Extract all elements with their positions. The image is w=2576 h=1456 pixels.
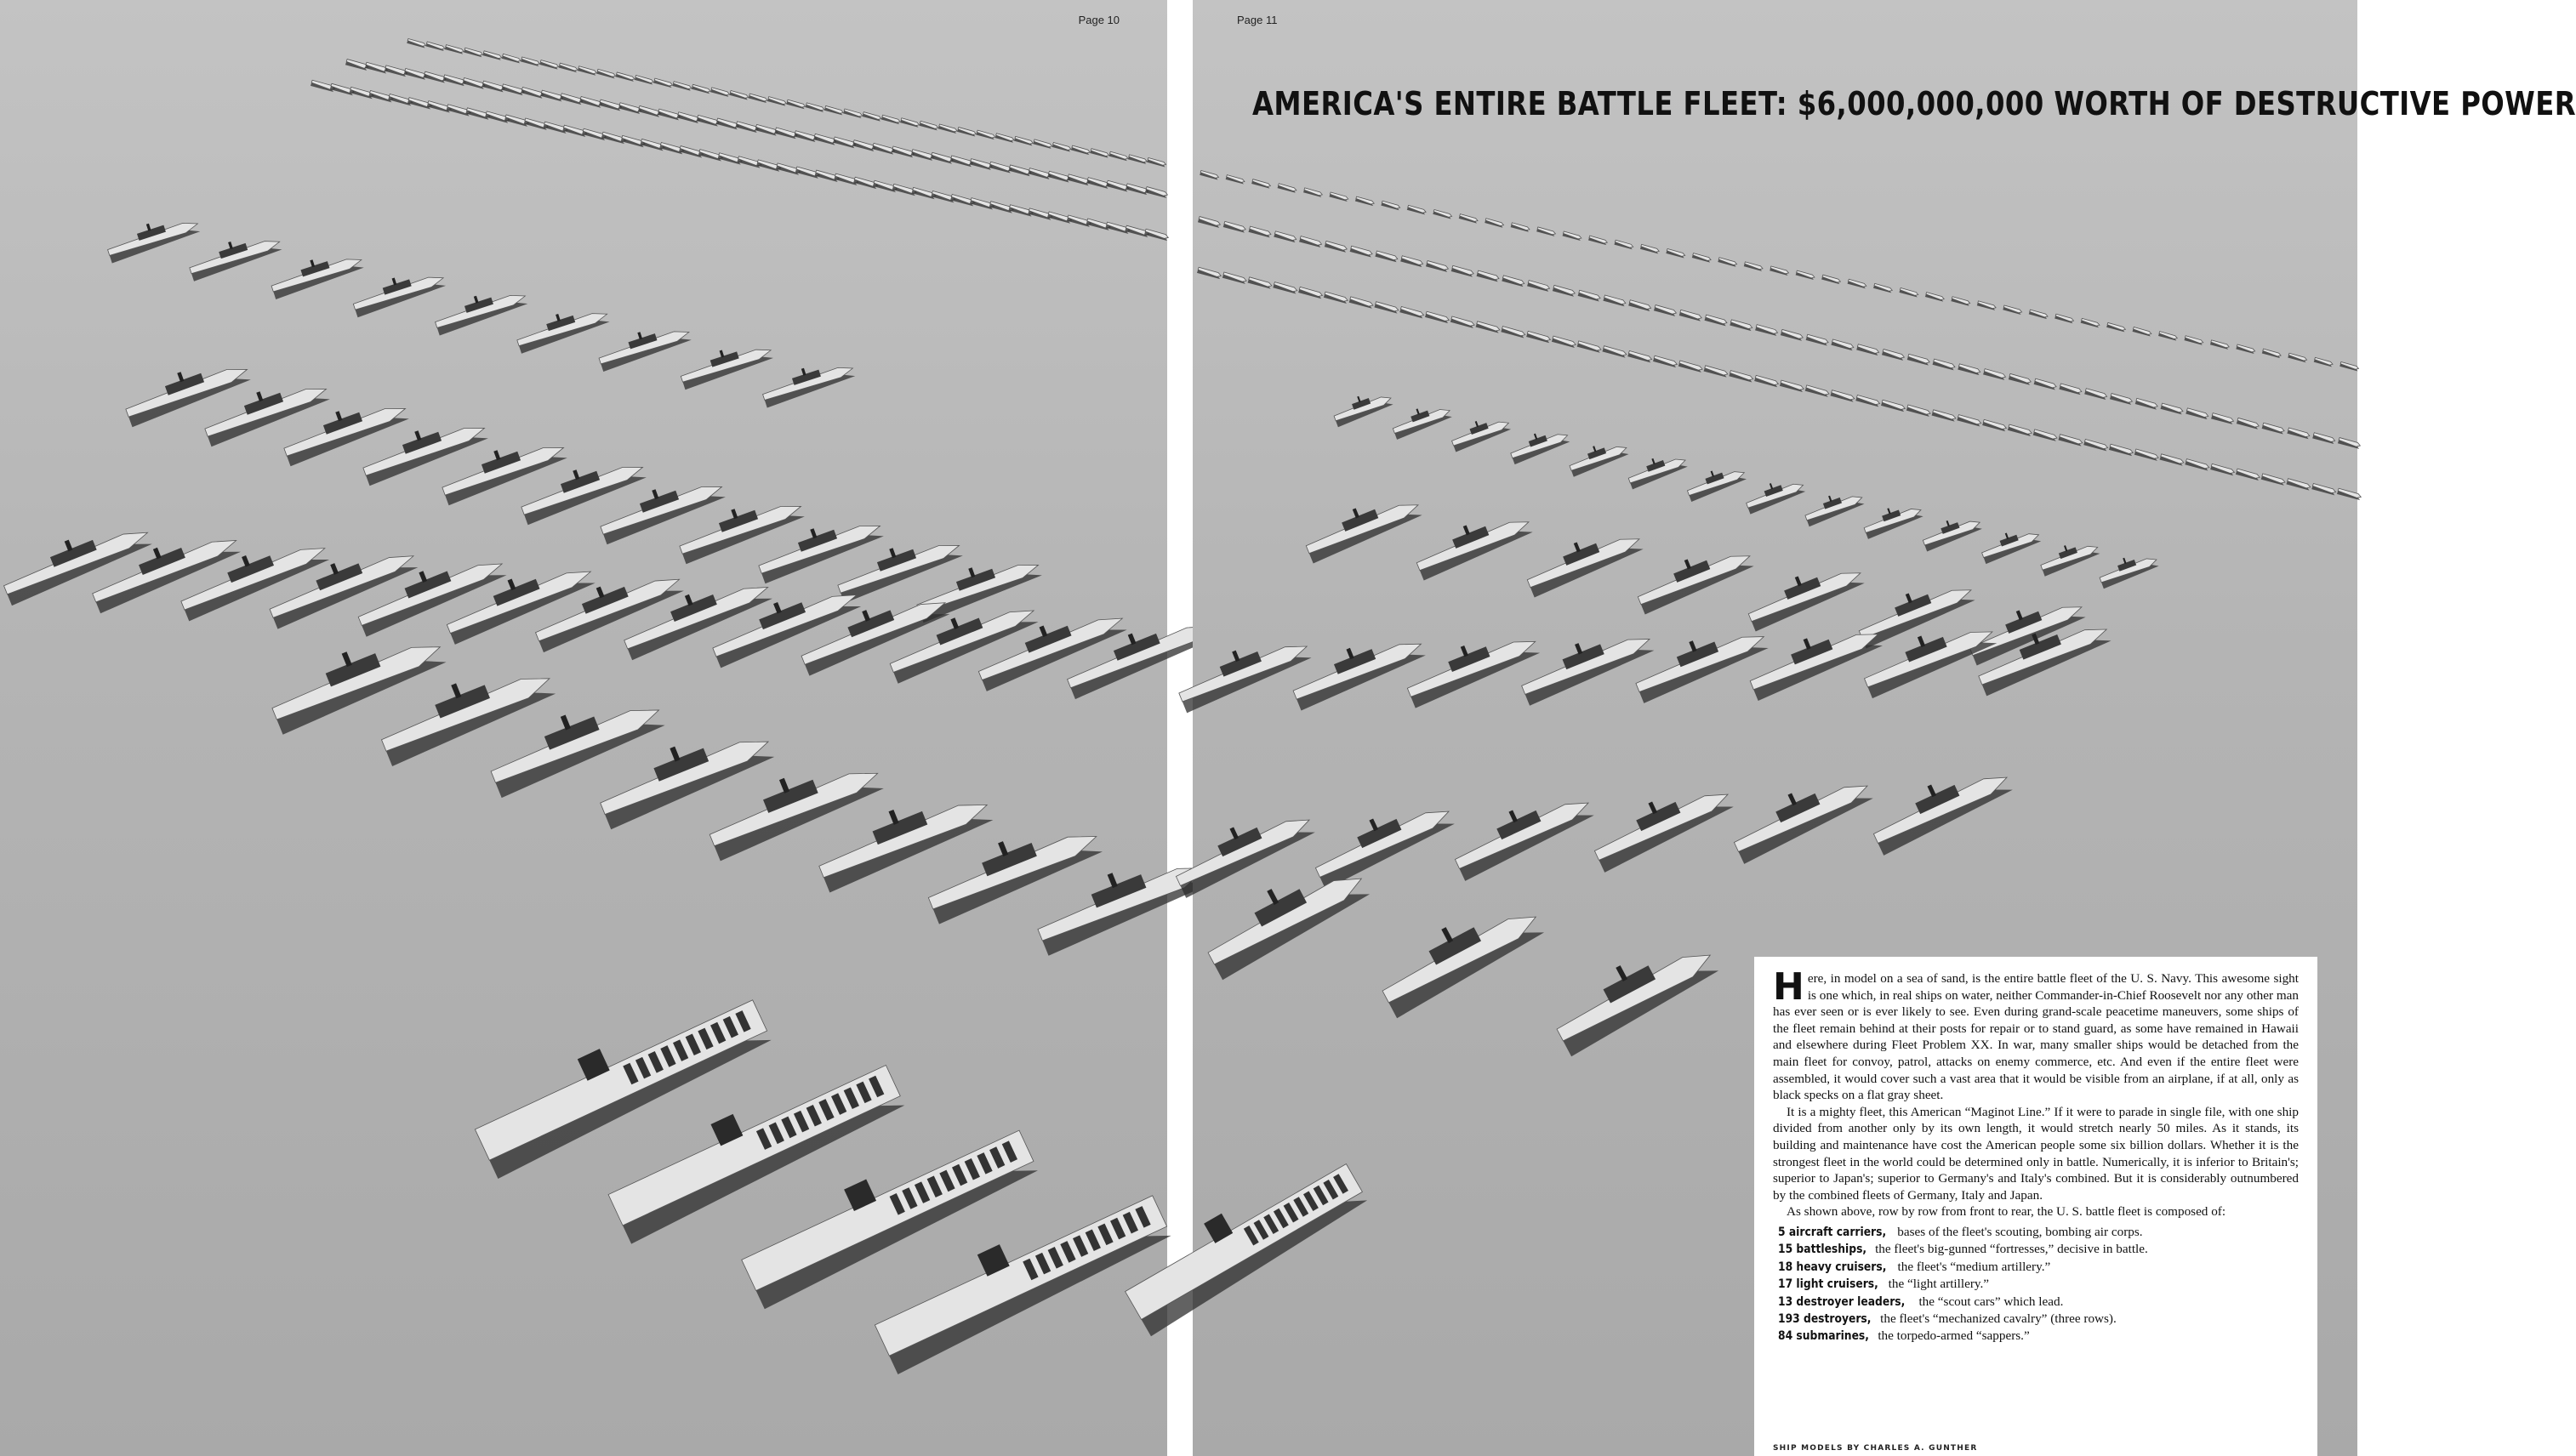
- sub-model: [833, 136, 856, 150]
- sub-model: [729, 90, 749, 101]
- cruiser-model: [1742, 555, 1866, 632]
- sub-model: [950, 155, 973, 168]
- sub-model: [616, 71, 635, 82]
- sub-model: [794, 130, 817, 144]
- sub-model: [2081, 318, 2100, 329]
- sub-model: [1226, 174, 1245, 185]
- sub-model: [462, 77, 485, 91]
- sub-model: [2262, 348, 2282, 359]
- cruiser-model: [1632, 537, 1755, 615]
- destroyer-model: [1743, 473, 1807, 514]
- sub-model: [2211, 412, 2234, 426]
- cruiser-model: [1400, 620, 1542, 708]
- list-item: 84 submarines, the torpedo-armed “sappers.”: [1778, 1328, 2030, 1344]
- sub-model: [1692, 253, 1712, 264]
- list-item: 193 destroyers, the fleet's “mechanized cavalry” (three rows).: [1778, 1311, 2117, 1326]
- sub-model: [1298, 286, 1323, 299]
- sub-model: [1552, 335, 1576, 349]
- sub-model: [2261, 473, 2286, 486]
- sub-model: [596, 69, 616, 80]
- sub-model: [1563, 230, 1582, 242]
- destroyer-model: [431, 282, 528, 336]
- sub-model: [1223, 220, 1246, 234]
- sub-model: [1907, 353, 1930, 367]
- sub-model: [911, 149, 934, 162]
- sub-model: [863, 111, 882, 122]
- battleship-model: [1167, 797, 1317, 898]
- page-number-right: Page 11: [1237, 14, 1278, 26]
- sub-model: [1640, 244, 1660, 255]
- page-number-left: Page 10: [1078, 14, 1120, 26]
- sub-model: [1755, 324, 1778, 338]
- sub-model: [1603, 294, 1626, 308]
- sub-model: [2083, 439, 2108, 452]
- sub-model: [1324, 291, 1348, 304]
- sub-model: [843, 108, 863, 119]
- sub-model: [1052, 142, 1072, 153]
- battleship-model: [1307, 788, 1456, 890]
- sub-model: [482, 80, 504, 94]
- sub-model: [697, 114, 720, 128]
- cruiser-model: [1411, 503, 1534, 581]
- sub-model: [1614, 240, 1633, 251]
- sub-model: [1578, 289, 1601, 303]
- sub-model: [1848, 279, 1867, 290]
- sub-model: [1433, 209, 1452, 220]
- sub-model: [560, 93, 583, 106]
- battleship-model: [1586, 771, 1735, 873]
- sub-model: [1008, 164, 1031, 178]
- sub-model: [786, 99, 806, 110]
- sub-model: [1602, 345, 1627, 359]
- battleship-model: [263, 618, 448, 735]
- sub-model: [2135, 397, 2158, 411]
- sub-model: [2003, 304, 2022, 316]
- cruiser-model: [120, 350, 252, 427]
- article-text-box: [1754, 957, 2317, 1456]
- sub-model: [892, 145, 915, 159]
- list-item: 17 light cruisers, the “light artillery.”: [1778, 1277, 1990, 1292]
- left-page: [0, 0, 1167, 1456]
- sub-model: [1527, 280, 1550, 293]
- destroyer-model: [350, 264, 447, 318]
- sub-model: [638, 105, 661, 118]
- drop-cap: H: [1773, 965, 1804, 1009]
- sub-model: [824, 105, 844, 117]
- sub-model: [521, 87, 544, 100]
- sub-model: [2262, 422, 2285, 435]
- sub-model: [1830, 390, 1855, 403]
- sub-model: [1450, 316, 1475, 329]
- sub-model: [1144, 228, 1169, 242]
- sub-model: [938, 123, 958, 134]
- sub-model: [1553, 284, 1576, 298]
- destroyer-model: [1507, 424, 1571, 464]
- sub-model: [540, 89, 563, 103]
- destroyer-model: [185, 227, 282, 282]
- list-item: 13 destroyer leaders, the “scout cars” which lead.: [1778, 1294, 2064, 1309]
- sub-model: [2059, 383, 2082, 396]
- sub-model: [658, 108, 681, 122]
- sub-model: [1856, 344, 1879, 357]
- sub-model: [1374, 301, 1399, 315]
- sub-model: [2287, 427, 2310, 441]
- sub-model: [1882, 349, 1905, 362]
- sub-model: [1588, 235, 1608, 246]
- sub-model: [2084, 388, 2107, 401]
- sub-model: [852, 139, 875, 153]
- sub-model: [2029, 309, 2049, 320]
- sub-model: [2058, 434, 2083, 447]
- sub-model: [735, 121, 758, 134]
- destroyer-model: [268, 245, 365, 299]
- sub-model: [2210, 463, 2235, 476]
- sub-model: [2160, 453, 2185, 467]
- sub-model: [1526, 330, 1551, 344]
- sub-model: [1273, 282, 1297, 295]
- sub-model: [1476, 270, 1499, 283]
- sub-model: [2339, 361, 2359, 373]
- sub-model: [976, 129, 995, 140]
- destroyer-model: [677, 336, 774, 390]
- sub-model: [1145, 186, 1168, 200]
- sub-model: [1451, 264, 1474, 278]
- destroyer-model: [1448, 411, 1512, 452]
- cruiser-model: [1286, 623, 1428, 710]
- sub-model: [1047, 170, 1070, 184]
- sub-model: [1805, 384, 1830, 398]
- sub-model: [970, 158, 993, 172]
- fleet-photo-left: [0, 0, 1167, 1456]
- destroyer-model: [1625, 448, 1689, 489]
- sub-model: [1796, 270, 1815, 281]
- sub-model: [1873, 283, 1893, 294]
- sub-model: [1718, 257, 1737, 268]
- sub-model: [1770, 265, 1789, 276]
- sub-model: [1744, 261, 1764, 272]
- sub-model: [774, 127, 797, 140]
- battleship-model: [1446, 780, 1596, 881]
- sub-model: [1982, 418, 2007, 432]
- sub-model: [2134, 448, 2159, 462]
- sub-model: [1459, 213, 1479, 225]
- sub-model: [1299, 236, 1322, 249]
- cruiser-model: [1629, 616, 1770, 703]
- sub-model: [1627, 350, 1652, 364]
- sub-model: [2034, 378, 2057, 391]
- sub-model: [1977, 300, 1997, 311]
- sub-model: [1086, 177, 1109, 191]
- sub-model: [1109, 151, 1129, 162]
- photo-credit: SHIP MODELS BY CHARLES A. GUNTHER: [1773, 1444, 1978, 1453]
- sub-model: [1028, 168, 1051, 181]
- sub-model: [755, 123, 778, 137]
- sub-model: [1425, 310, 1450, 324]
- sub-model: [1303, 187, 1323, 198]
- sub-model: [1426, 260, 1449, 274]
- sub-model: [813, 133, 836, 146]
- sub-model: [1407, 205, 1427, 216]
- sub-model: [995, 133, 1015, 144]
- sub-model: [424, 71, 447, 84]
- paragraph-1-text: ere, in model on a sea of sand, is the entire battle fleet of the U. S. Navy. This awesome sight is one which, in real ships on water, neither Commander-in-Chief Roosevelt nor any other man has ever seen or is ever likely to see. Even during grand-scale peacetime maneuvers, some ships of the fleet remain behind at their posts for repair or to stand guard, as some have remained in Hawaii and elsewhere during Fleet Problem XX. In war, many smaller ships would be detached from the main fleet for convoy, patrol, attacks on enemy commerce, etc. And even if the entire fleet were assembled, it would cover such a vast area that it would be visible from an airplane, if at all, only as black specks on a flat gray sheet.: [1773, 971, 2299, 1103]
- sub-model: [1704, 365, 1729, 378]
- sub-model: [618, 102, 641, 116]
- sub-model: [677, 111, 700, 125]
- sub-model: [1329, 191, 1348, 202]
- sub-model: [2237, 417, 2260, 430]
- sub-model: [1248, 276, 1273, 290]
- destroyer-model: [2037, 535, 2101, 576]
- cruiser-model: [1172, 625, 1314, 713]
- sub-model: [1197, 266, 1222, 280]
- sub-model: [539, 60, 559, 71]
- sub-model: [2236, 344, 2255, 355]
- sub-model: [1704, 314, 1727, 327]
- destroyer-model: [513, 299, 610, 354]
- sub-model: [672, 81, 692, 92]
- sub-model: [2210, 339, 2230, 350]
- sub-model: [1375, 250, 1398, 264]
- battleship-model: [1370, 888, 1547, 1019]
- sub-model: [1014, 136, 1034, 147]
- sub-model: [957, 127, 977, 138]
- battleship-model: [1725, 763, 1875, 864]
- sub-model: [1400, 255, 1423, 269]
- sub-model: [1248, 225, 1271, 239]
- sub-model: [2312, 432, 2335, 446]
- sub-model: [1958, 363, 1980, 377]
- sub-model: [521, 56, 540, 67]
- sub-model: [2033, 429, 2058, 442]
- sub-model: [872, 142, 895, 156]
- battleship-model: [1865, 754, 2015, 856]
- sub-model: [2158, 331, 2178, 342]
- sub-model: [1536, 226, 1556, 237]
- destroyer-model: [1684, 461, 1747, 502]
- destroyer-model: [1979, 523, 2043, 564]
- sub-model: [806, 102, 825, 113]
- destroyer-model: [1802, 486, 1866, 526]
- sub-model: [919, 121, 938, 132]
- sub-model: [1198, 216, 1221, 230]
- sub-model: [443, 74, 466, 88]
- destroyer-model: [2096, 548, 2160, 589]
- sub-model: [2337, 487, 2362, 501]
- sub-model: [1666, 248, 1685, 259]
- sub-model: [1399, 306, 1424, 320]
- sub-model: [1932, 358, 1955, 372]
- sub-model: [2133, 327, 2152, 338]
- sub-model: [2110, 393, 2133, 407]
- article-paragraph-1: [1773, 965, 2299, 1104]
- sub-model: [1222, 271, 1247, 285]
- sub-model: [2186, 407, 2208, 421]
- sub-model: [2055, 313, 2074, 324]
- sub-model: [2008, 424, 2032, 437]
- destroyer-model: [596, 317, 692, 372]
- sub-model: [1780, 379, 1804, 393]
- sub-model: [1925, 292, 1945, 303]
- sub-model: [2184, 335, 2203, 346]
- sub-model: [1278, 183, 1297, 194]
- article-paragraph-2: It is a mighty fleet, this American “Maginot Line.” If it were to parade in single file, with one ship divided from another only by its own length, it would stretch nearly 50 miles. As it stands, its building and maintenance have cost the American people some six billion dollars. Whether it is the strongest fleet in the world could be determined only in battle. Numerically, it is inferior to Britain's; superior to Japan's; superior to Germany's and Italy's combined. But it is considerably outnumbered by the combined fleets of Germany, Italy and Japan.: [1773, 1104, 2299, 1203]
- sub-model: [1067, 173, 1090, 187]
- cruiser-model: [1515, 617, 1656, 705]
- sub-model: [1730, 319, 1752, 333]
- sub-model: [2236, 468, 2260, 481]
- sub-model: [1899, 287, 1918, 299]
- sub-model: [2288, 352, 2307, 363]
- sub-model: [1951, 296, 1970, 307]
- sub-model: [931, 151, 954, 165]
- cruiser-model: [1521, 520, 1644, 598]
- sub-model: [385, 65, 407, 78]
- sub-model: [482, 50, 502, 61]
- sub-model: [1147, 157, 1166, 168]
- destroyer-model: [759, 354, 856, 408]
- sub-model: [579, 96, 602, 110]
- list-item: 18 heavy cruisers, the fleet's “medium artillery.”: [1778, 1259, 2051, 1274]
- sub-model: [2160, 402, 2183, 416]
- sub-model: [1957, 414, 1981, 428]
- sub-model: [1679, 309, 1702, 322]
- sub-model: [1200, 170, 1219, 181]
- sub-model: [1325, 240, 1348, 253]
- sub-model: [1881, 399, 1906, 412]
- sub-model: [1806, 333, 1829, 347]
- sub-model: [1485, 218, 1504, 229]
- sub-model: [2286, 478, 2311, 492]
- sub-model: [1577, 340, 1602, 354]
- destroyer-model: [1566, 435, 1630, 476]
- sub-model: [501, 83, 524, 97]
- sub-model: [578, 65, 597, 77]
- article-paragraph-3: As shown above, row by row from front to rear, the U. S. battle fleet is composed of:: [1787, 1204, 2226, 1220]
- sub-model: [1476, 321, 1501, 334]
- sub-model: [1090, 148, 1109, 159]
- sub-model: [2314, 357, 2334, 368]
- fleet-composition-list: [1773, 1224, 2299, 1345]
- sub-model: [1678, 360, 1703, 373]
- sub-model: [653, 77, 673, 88]
- sub-model: [692, 84, 711, 95]
- sub-model: [559, 62, 578, 73]
- sub-model: [1071, 145, 1091, 156]
- headline: AMERICA'S ENTIRE BATTLE FLEET: $6,000,000,000 WORTH OF DESTRUCTIVE POWER: [1252, 85, 2576, 122]
- sub-model: [2311, 483, 2336, 497]
- sub-model: [1729, 370, 1753, 384]
- sub-model: [445, 44, 464, 55]
- sub-model: [464, 47, 483, 58]
- sub-model: [1033, 139, 1052, 150]
- cruiser-model: [1300, 486, 1423, 564]
- sub-model: [1781, 328, 1804, 342]
- sub-model: [749, 93, 768, 104]
- sub-model: [599, 99, 622, 112]
- destroyer-model: [1389, 399, 1453, 440]
- sub-model: [1126, 183, 1148, 196]
- destroyer-model: [1331, 386, 1394, 427]
- sub-model: [710, 87, 730, 98]
- sub-model: [1654, 304, 1677, 318]
- sub-model: [900, 117, 920, 128]
- sub-model: [1349, 296, 1374, 310]
- sub-model: [1381, 200, 1400, 211]
- sub-model: [1355, 196, 1375, 207]
- sub-model: [1855, 395, 1880, 408]
- sub-model: [1501, 326, 1525, 339]
- sub-model: [1274, 230, 1297, 244]
- sub-model: [2338, 437, 2361, 451]
- destroyer-model: [104, 209, 201, 264]
- sub-model: [2185, 458, 2209, 472]
- sub-model: [1653, 355, 1678, 368]
- sub-model: [1906, 404, 1931, 418]
- sub-model: [425, 41, 445, 52]
- list-item: 5 aircraft carriers, bases of the fleet's scouting, bombing air corps.: [1778, 1224, 2143, 1239]
- sub-model: [365, 61, 388, 75]
- sub-model: [1983, 368, 2006, 382]
- sub-model: [404, 68, 427, 82]
- sub-model: [2009, 373, 2032, 386]
- sub-model: [2109, 443, 2134, 457]
- list-item: 15 battleships, the fleet's big-gunned “fortresses,” decisive in battle.: [1778, 1242, 2148, 1257]
- sub-model: [1502, 275, 1525, 288]
- sub-model: [635, 75, 654, 86]
- sub-model: [1350, 245, 1373, 259]
- sub-model: [1932, 409, 1957, 423]
- sub-model: [1128, 154, 1148, 165]
- sub-model: [2106, 322, 2126, 333]
- sub-model: [1628, 299, 1651, 313]
- sub-model: [1251, 179, 1271, 190]
- sub-model: [502, 54, 521, 65]
- sub-model: [767, 96, 787, 107]
- sub-model: [1831, 338, 1854, 352]
- right-page: [1193, 0, 2576, 1456]
- sub-model: [1754, 374, 1779, 388]
- sub-model: [1106, 179, 1129, 193]
- sub-model: [881, 114, 901, 125]
- sub-model: [989, 161, 1012, 174]
- destroyer-model: [1919, 510, 1983, 551]
- sub-model: [407, 38, 426, 49]
- sub-model: [1821, 274, 1841, 285]
- sub-model: [716, 117, 739, 131]
- sub-model: [345, 59, 368, 72]
- battleship-model: [1544, 926, 1721, 1057]
- sub-model: [1511, 222, 1530, 233]
- destroyer-model: [1861, 498, 1924, 538]
